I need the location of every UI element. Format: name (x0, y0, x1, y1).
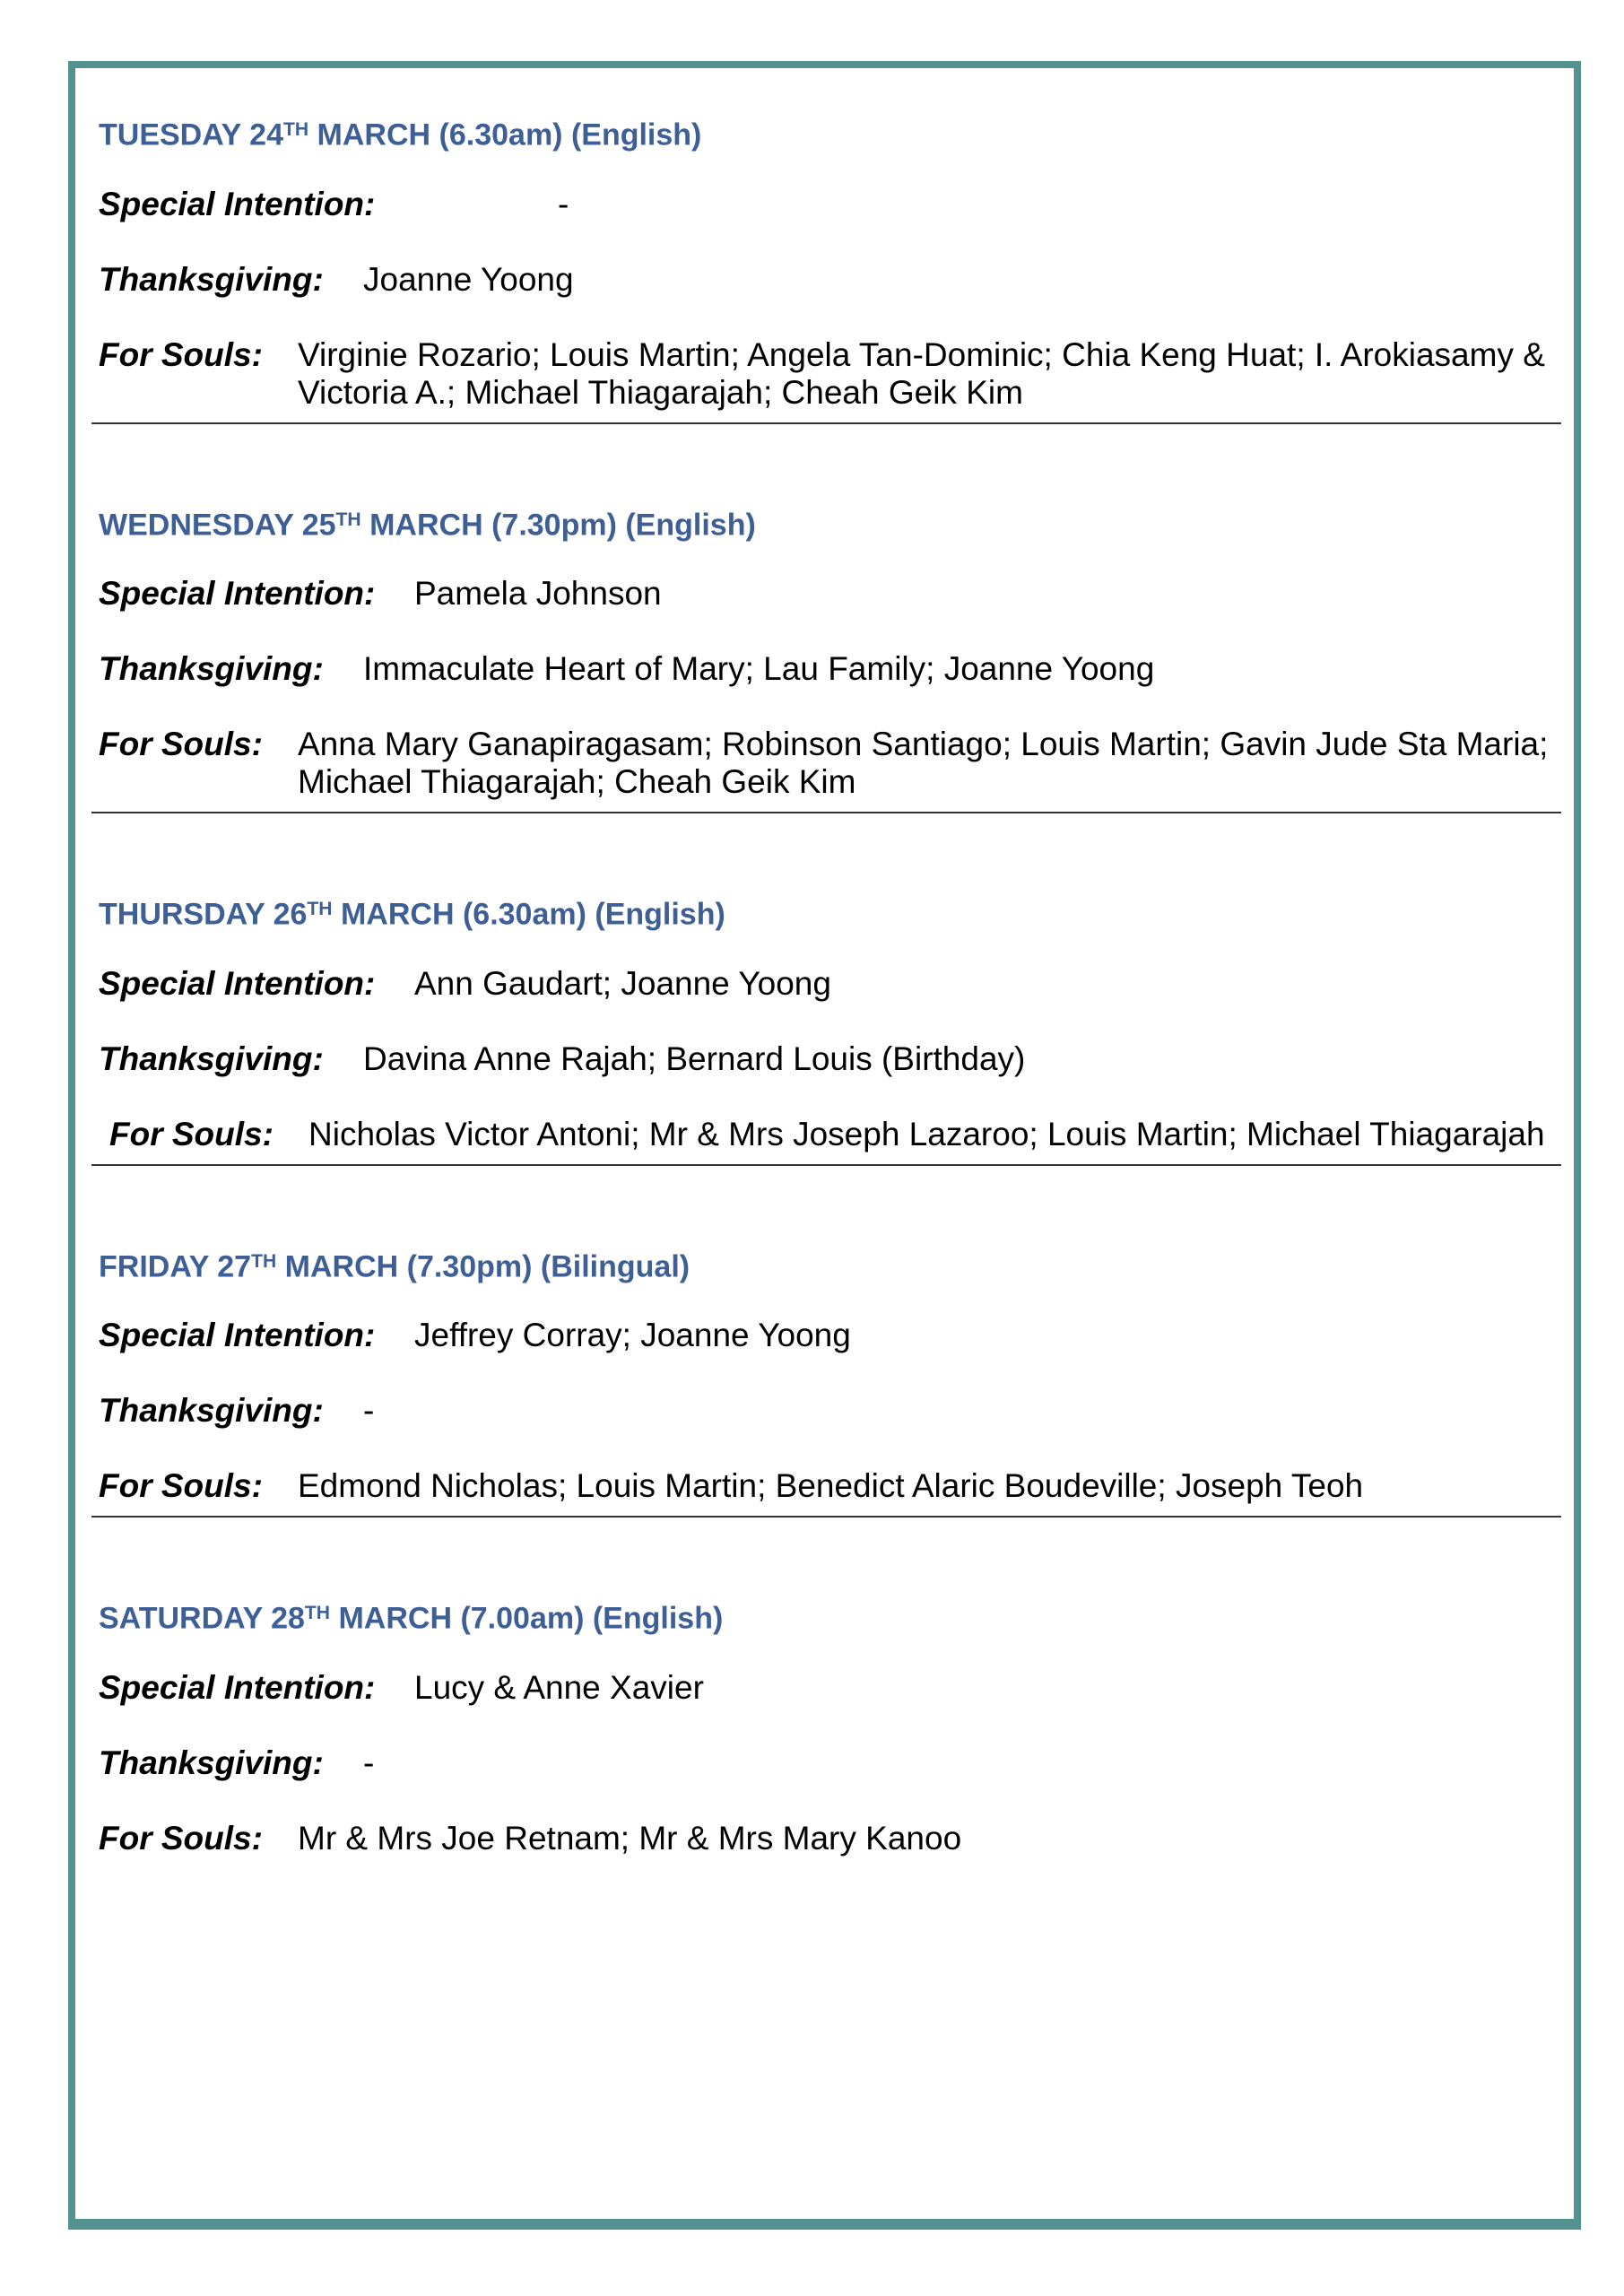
thanksgiving-row (99, 1744, 1565, 1782)
special-intention-label: Special Intention: (99, 185, 376, 222)
for-souls-value: Nicholas Victor Antoni; Mr & Mrs Joseph Lazaroo; Louis Martin; Michael Thiagarajah (308, 1115, 1545, 1152)
thanksgiving-row (99, 650, 1565, 688)
for-souls-row (99, 726, 1565, 801)
heading-details: MARCH (6.30am) (English) (332, 897, 725, 932)
mass-day-heading (99, 889, 1565, 935)
thanksgiving-label: Thanksgiving: (99, 1744, 324, 1781)
heading-ordinal: TH (283, 119, 309, 140)
special-intention-label: Special Intention: (99, 964, 376, 1002)
mass-day-heading (99, 109, 1565, 156)
mass-schedule-section-thursday (99, 813, 1565, 1166)
thanksgiving-row (99, 261, 1565, 299)
special-intention-row (99, 1317, 1565, 1354)
for-souls-label: For Souls: (99, 1467, 263, 1505)
for-souls-value: Virginie Rozario; Louis Martin; Angela Tan-Dominic; Chia Keng Huat; I. Arokiasamy & Victoria A.; Michael Thiagarajah; Cheah Geik Kim (298, 335, 1545, 411)
mass-day-heading (99, 1241, 1565, 1288)
special-intention-value: - (558, 185, 569, 222)
for-souls-row (99, 1820, 1565, 1857)
for-souls-value: Anna Mary Ganapiragasam; Robinson Santiago; Louis Martin; Gavin Jude Sta Maria; Michael Thiagarajah; Cheah Geik Kim (298, 726, 1549, 801)
special-intention-row (99, 1669, 1565, 1707)
for-souls-label: For Souls: (109, 1115, 274, 1152)
heading-ordinal: TH (307, 899, 333, 920)
special-intention-value: Jeffrey Corray; Joanne Yoong (414, 1317, 851, 1354)
thanksgiving-label: Thanksgiving: (99, 1039, 324, 1077)
special-intention-value: Ann Gaudart; Joanne Yoong (414, 964, 831, 1002)
thanksgiving-value: Davina Anne Rajah; Bernard Louis (Birthday) (363, 1039, 1026, 1077)
for-souls-label: For Souls: (99, 335, 263, 373)
thanksgiving-value: - (363, 1392, 375, 1430)
for-souls-label: For Souls: (99, 1819, 263, 1857)
for-souls-row (99, 1116, 1565, 1153)
heading-ordinal: TH (335, 509, 361, 530)
thanksgiving-row (99, 1040, 1565, 1078)
mass-schedule-section-wednesday (99, 424, 1565, 814)
for-souls-value: Edmond Nicholas; Louis Martin; Benedict Alaric Boudeville; Joseph Teoh (298, 1467, 1364, 1505)
mass-intentions-page (68, 61, 1581, 2230)
heading-day: FRIDAY 27 (99, 1249, 252, 1284)
heading-day: THURSDAY 26 (99, 897, 308, 932)
special-intention-row (99, 186, 1565, 223)
heading-day: TUESDAY 24 (99, 117, 283, 152)
thanksgiving-label: Thanksgiving: (99, 1392, 324, 1430)
thanksgiving-label: Thanksgiving: (99, 650, 324, 688)
thanksgiving-value: - (363, 1744, 375, 1781)
mass-day-heading (99, 1593, 1565, 1639)
thanksgiving-row (99, 1392, 1565, 1430)
thanksgiving-value: Immaculate Heart of Mary; Lau Family; Joanne Yoong (363, 650, 1155, 688)
for-souls-row (99, 336, 1565, 412)
for-souls-label: For Souls: (99, 726, 263, 763)
heading-details: MARCH (7.30pm) (Bilingual) (276, 1249, 690, 1284)
special-intention-label: Special Intention: (99, 1668, 376, 1706)
mass-day-heading (99, 500, 1565, 546)
mass-schedule-section-friday (99, 1166, 1565, 1518)
heading-details: MARCH (6.30am) (English) (308, 117, 702, 152)
mass-schedule-section-tuesday (99, 68, 1565, 424)
for-souls-row (99, 1467, 1565, 1505)
heading-details: MARCH (7.30pm) (English) (360, 508, 756, 543)
heading-details: MARCH (7.00am) (English) (330, 1601, 724, 1636)
special-intention-label: Special Intention: (99, 575, 376, 613)
for-souls-value: Mr & Mrs Joe Retnam; Mr & Mrs Mary Kanoo (298, 1819, 962, 1857)
special-intention-value: Pamela Johnson (414, 575, 662, 613)
special-intention-row (99, 575, 1565, 613)
special-intention-value: Lucy & Anne Xavier (414, 1668, 704, 1706)
heading-ordinal: TH (251, 1250, 277, 1272)
heading-ordinal: TH (304, 1603, 331, 1624)
mass-schedule-section-saturday (99, 1518, 1565, 1857)
heading-day: SATURDAY 28 (99, 1601, 305, 1636)
special-intention-row (99, 965, 1565, 1003)
thanksgiving-value: Joanne Yoong (363, 260, 574, 298)
thanksgiving-label: Thanksgiving: (99, 260, 324, 298)
special-intention-label: Special Intention: (99, 1317, 376, 1354)
heading-day: WEDNESDAY 25 (99, 508, 336, 543)
